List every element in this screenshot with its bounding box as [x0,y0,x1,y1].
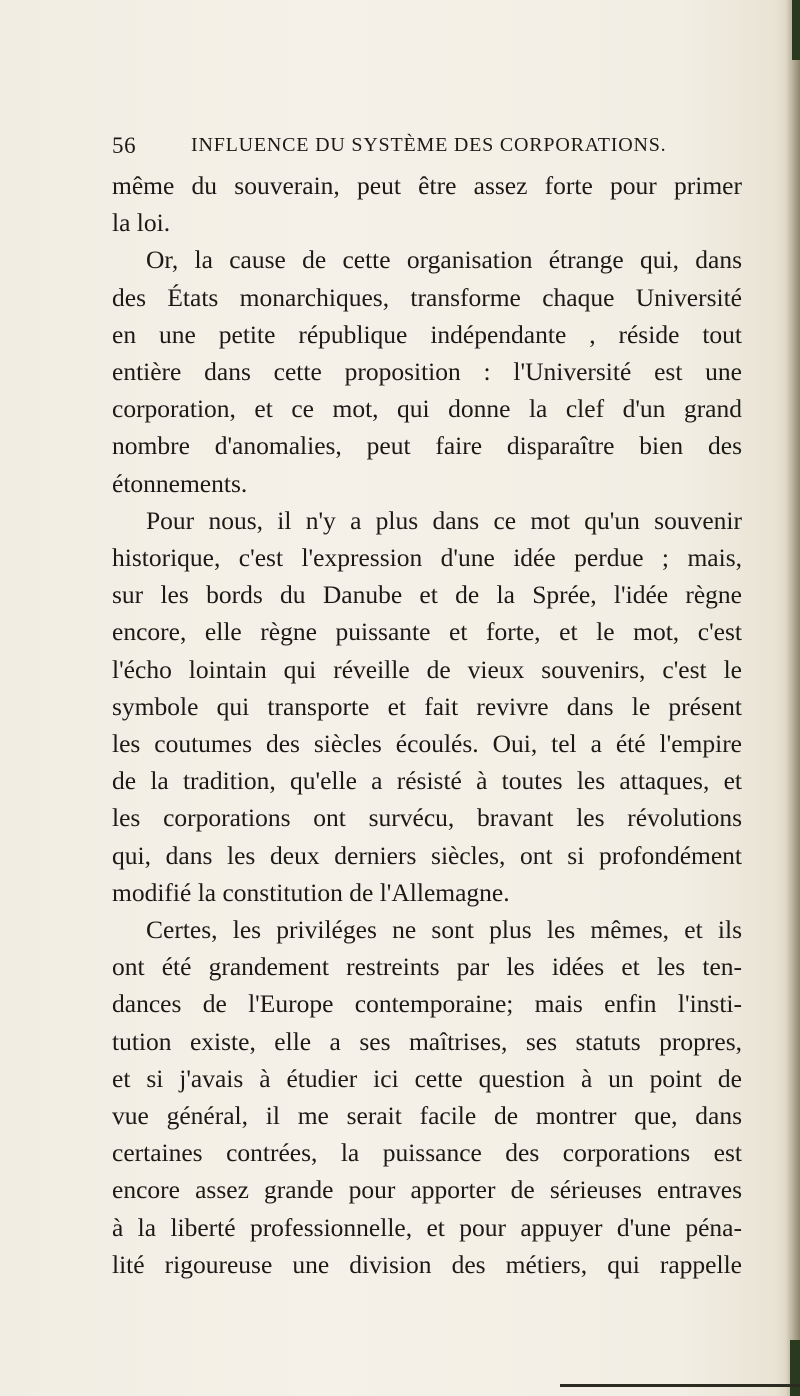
text-line: en une petite république indépendante , réside tout [112,319,742,349]
text-line: qui, dans les deux derniers siècles, ont si profondément [112,840,742,870]
text-line: vue général, il me serait facile de montrer que, dans [112,1101,742,1131]
text-line: ont été grandement restreints par les idées et les ten- [112,952,742,982]
text-line: dances de l'Europe contemporaine; mais enfin l'insti- [112,989,742,1019]
text-line: à la liberté professionnelle, et pour appuyer d'une péna- [112,1212,742,1242]
page-header [112,133,772,163]
page-edge-mark-top [792,0,800,60]
text-line: encore assez grande pour apporter de sérieuses entraves [112,1175,742,1205]
text-line: modifié la constitution de l'Allemagne. [112,877,510,907]
text-line: historique, c'est l'expression d'une idée perdue ; mais, [112,543,742,573]
body-text [112,167,742,1283]
text-line: corporation, et ce mot, qui donne la clef d'un grand [112,394,742,424]
text-line: des États monarchiques, transforme chaque Université [112,282,742,312]
text-line: étonnements. [112,468,248,498]
text-line: la loi. [112,208,171,238]
running-title: INFLUENCE DU SYSTÈME DES CORPORATIONS. [191,134,667,156]
text-line: lité rigoureuse une division des métiers, qui rappelle [112,1249,742,1279]
page-edge-mark-bottom [790,1340,800,1396]
text-line: Pour nous, il n'y a plus dans ce mot qu'un souvenir [146,505,742,535]
text-line: encore, elle règne puissante et forte, et le mot, c'est [112,617,742,647]
text-line: et si j'avais à étudier ici cette question à un point de [112,1063,742,1093]
text-line: les corporations ont survécu, bravant les révolutions [112,803,742,833]
text-line: Certes, les priviléges ne sont plus les mêmes, et ils [146,915,742,945]
text-line: sur les bords du Danube et de la Sprée, l'idée règne [112,580,742,610]
bottom-edge-rule [560,1384,800,1387]
text-line: Or, la cause de cette organisation étrange qui, dans [146,245,742,275]
text-line: même du souverain, peut être assez forte pour primer [112,171,742,200]
text-line: les coutumes des siècles écoulés. Oui, tel a été l'empire [112,729,742,759]
text-line: l'écho lointain qui réveille de vieux souvenirs, c'est le [112,654,742,684]
text-line: nombre d'anomalies, peut faire disparaître bien des [112,431,742,461]
text-line: symbole qui transporte et fait revivre dans le présent [112,691,742,721]
text-line: de la tradition, qu'elle a résisté à toutes les attaques, et [112,766,742,796]
text-line: certaines contrées, la puissance des corporations est [112,1138,742,1168]
text-line: tution existe, elle a ses maîtrises, ses statuts propres, [112,1026,742,1056]
text-line: entière dans cette proposition : l'Université est une [112,357,742,387]
page-number: 56 [112,133,137,158]
page-edge-shadow [786,0,800,1396]
